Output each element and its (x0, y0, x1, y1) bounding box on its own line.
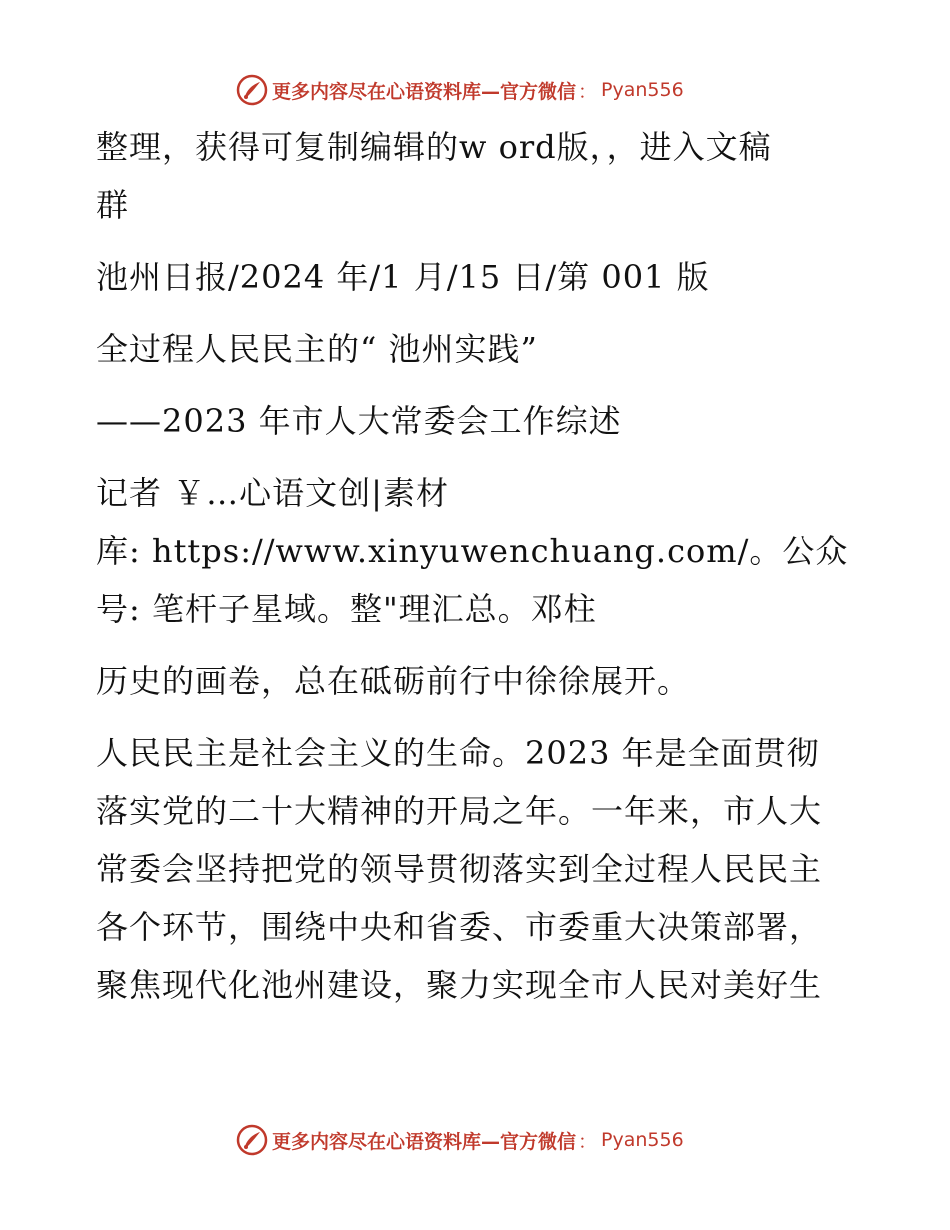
watermark-wechat-id: Pyan556 (601, 79, 684, 101)
brush-logo-icon (236, 1124, 268, 1156)
watermark-text: 更多内容尽在心语资料库—官方微信 (272, 1130, 577, 1153)
article-body (96, 118, 856, 1014)
watermark-separator: ： (578, 1130, 598, 1153)
article-subtitle: ——2023 年市人大常委会工作综述 (96, 402, 622, 440)
footer-watermark (236, 1122, 716, 1158)
paragraph-line: 历史的画卷，总在砥砺前行中徐徐展开。 (96, 662, 691, 700)
header-watermark (236, 72, 716, 108)
paragraph-line: 人民民主是社会主义的生命。2023 年是全面贯彻 (96, 734, 820, 772)
text-line: 整理，获得可复制编辑的w ord版，，进入文稿 (96, 128, 772, 166)
text-line: 号: 笔杆子星域。整"理汇总。邓柱 (96, 590, 597, 628)
watermark-text: 更多内容尽在心语资料库—官方微信 (272, 80, 577, 103)
byline: 记者 ￥…心语文创|素材 (96, 474, 449, 512)
text-line: 库: https://www.xinyuwenchuang.com/。公众 (96, 532, 849, 570)
paragraph-line: 聚焦现代化池州建设，聚力实现全市人民对美好生 (96, 966, 823, 1004)
publication-line: 池州日报/2024 年/1 月/15 日/第 001 版 (96, 258, 710, 296)
watermark-separator: ： (578, 80, 598, 103)
paragraph-line: 常委会坚持把党的领导贯彻落实到全过程人民民主 (96, 850, 823, 888)
text-line: 群 (96, 186, 130, 224)
paragraph-line: 落实党的二十大精神的开局之年。一年来，市人大 (96, 792, 823, 830)
paragraph-line: 各个环节，围绕中央和省委、市委重大决策部署， (96, 908, 823, 946)
brush-logo-icon (236, 74, 268, 106)
article-title: 全过程人民民主的“ 池州实践” (96, 330, 538, 368)
watermark-wechat-id: Pyan556 (601, 1129, 684, 1151)
